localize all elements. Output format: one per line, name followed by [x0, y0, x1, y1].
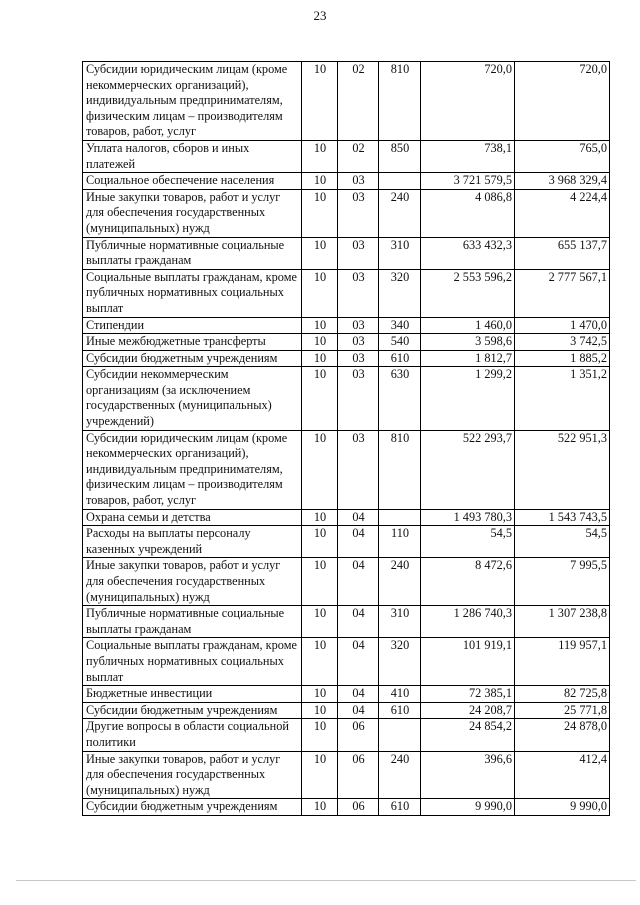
- table-row: [83, 509, 610, 526]
- amount-year-2-cell: 1 351,2: [515, 367, 610, 430]
- table-row: [83, 686, 610, 703]
- subsection-code-cell: 04: [338, 558, 379, 606]
- section-code-cell: 10: [302, 140, 338, 172]
- row-name-cell: Иные закупки товаров, работ и услуг для обеспечения государственных (муниципальных) нужд: [83, 751, 302, 799]
- row-name-cell: Субсидии юридическим лицам (кроме некоммерческих организаций), индивидуальным предпринимателям, физическим лицам – производителям товаров, работ, услуг: [83, 62, 302, 141]
- amount-year-2-cell: 25 771,8: [515, 702, 610, 719]
- amount-year-1-cell: 396,6: [421, 751, 515, 799]
- amount-year-2-cell: 2 777 567,1: [515, 269, 610, 317]
- subsection-code-cell: 03: [338, 269, 379, 317]
- row-name-cell: Стипендии: [83, 317, 302, 334]
- table-row: [83, 751, 610, 799]
- expense-type-cell: 610: [379, 799, 421, 816]
- amount-year-1-cell: 1 299,2: [421, 367, 515, 430]
- section-code-cell: 10: [302, 334, 338, 351]
- table-row: [83, 719, 610, 751]
- expense-type-cell: 240: [379, 751, 421, 799]
- subsection-code-cell: 02: [338, 62, 379, 141]
- row-name-cell: Социальные выплаты гражданам, кроме публичных нормативных социальных выплат: [83, 638, 302, 686]
- amount-year-1-cell: 101 919,1: [421, 638, 515, 686]
- amount-year-2-cell: 522 951,3: [515, 430, 610, 509]
- amount-year-2-cell: 4 224,4: [515, 189, 610, 237]
- amount-year-1-cell: 1 812,7: [421, 350, 515, 367]
- row-name-cell: Охрана семьи и детства: [83, 509, 302, 526]
- amount-year-1-cell: 1 286 740,3: [421, 606, 515, 638]
- row-name-cell: Другие вопросы в области социальной политики: [83, 719, 302, 751]
- table-row: [83, 140, 610, 172]
- section-code-cell: 10: [302, 317, 338, 334]
- row-name-cell: Социальные выплаты гражданам, кроме публичных нормативных социальных выплат: [83, 269, 302, 317]
- row-name-cell: Субсидии бюджетным учреждениям: [83, 350, 302, 367]
- amount-year-1-cell: 9 990,0: [421, 799, 515, 816]
- table-row: [83, 350, 610, 367]
- section-code-cell: 10: [302, 189, 338, 237]
- amount-year-1-cell: 522 293,7: [421, 430, 515, 509]
- row-name-cell: Расходы на выплаты персоналу казенных учреждений: [83, 526, 302, 558]
- subsection-code-cell: 04: [338, 702, 379, 719]
- row-name-cell: Субсидии некоммерческим организациям (за исключением государственных (муниципальных) учреждений): [83, 367, 302, 430]
- amount-year-1-cell: 24 208,7: [421, 702, 515, 719]
- table-row: [83, 173, 610, 190]
- section-code-cell: 10: [302, 62, 338, 141]
- amount-year-1-cell: 3 721 579,5: [421, 173, 515, 190]
- amount-year-2-cell: 54,5: [515, 526, 610, 558]
- budget-table-body: [83, 62, 610, 816]
- expense-type-cell: 240: [379, 189, 421, 237]
- subsection-code-cell: 03: [338, 334, 379, 351]
- amount-year-1-cell: 1 493 780,3: [421, 509, 515, 526]
- amount-year-1-cell: 2 553 596,2: [421, 269, 515, 317]
- table-row: [83, 367, 610, 430]
- row-name-cell: Иные межбюджетные трансферты: [83, 334, 302, 351]
- amount-year-1-cell: 72 385,1: [421, 686, 515, 703]
- subsection-code-cell: 04: [338, 509, 379, 526]
- section-code-cell: 10: [302, 269, 338, 317]
- amount-year-1-cell: 54,5: [421, 526, 515, 558]
- row-name-cell: Субсидии юридическим лицам (кроме некоммерческих организаций), индивидуальным предпринимателям, физическим лицам – производителям товаров, работ, услуг: [83, 430, 302, 509]
- expense-type-cell: 310: [379, 237, 421, 269]
- amount-year-2-cell: 655 137,7: [515, 237, 610, 269]
- row-name-cell: Иные закупки товаров, работ и услуг для обеспечения государственных (муниципальных) нужд: [83, 189, 302, 237]
- expense-type-cell: 410: [379, 686, 421, 703]
- section-code-cell: 10: [302, 367, 338, 430]
- table-row: [83, 526, 610, 558]
- table-row: [83, 558, 610, 606]
- subsection-code-cell: 03: [338, 189, 379, 237]
- amount-year-2-cell: 24 878,0: [515, 719, 610, 751]
- section-code-cell: 10: [302, 526, 338, 558]
- section-code-cell: 10: [302, 719, 338, 751]
- amount-year-2-cell: 720,0: [515, 62, 610, 141]
- expense-type-cell: 340: [379, 317, 421, 334]
- table-row: [83, 189, 610, 237]
- expense-type-cell: [379, 173, 421, 190]
- expense-type-cell: [379, 719, 421, 751]
- subsection-code-cell: 03: [338, 350, 379, 367]
- subsection-code-cell: 04: [338, 686, 379, 703]
- subsection-code-cell: 06: [338, 719, 379, 751]
- amount-year-1-cell: 720,0: [421, 62, 515, 141]
- budget-table: [82, 61, 610, 816]
- expense-type-cell: 810: [379, 62, 421, 141]
- section-code-cell: 10: [302, 606, 338, 638]
- amount-year-2-cell: 765,0: [515, 140, 610, 172]
- expense-type-cell: 540: [379, 334, 421, 351]
- amount-year-2-cell: 1 307 238,8: [515, 606, 610, 638]
- table-row: [83, 334, 610, 351]
- row-name-cell: Субсидии бюджетным учреждениям: [83, 799, 302, 816]
- row-name-cell: Публичные нормативные социальные выплаты гражданам: [83, 606, 302, 638]
- table-row: [83, 62, 610, 141]
- amount-year-2-cell: 1 470,0: [515, 317, 610, 334]
- section-code-cell: 10: [302, 638, 338, 686]
- page-edge-line: [16, 880, 636, 881]
- expense-type-cell: 630: [379, 367, 421, 430]
- subsection-code-cell: 04: [338, 606, 379, 638]
- row-name-cell: Публичные нормативные социальные выплаты гражданам: [83, 237, 302, 269]
- table-row: [83, 702, 610, 719]
- expense-type-cell: [379, 509, 421, 526]
- expense-type-cell: 610: [379, 350, 421, 367]
- subsection-code-cell: 03: [338, 430, 379, 509]
- amount-year-2-cell: 3 742,5: [515, 334, 610, 351]
- section-code-cell: 10: [302, 350, 338, 367]
- expense-type-cell: 320: [379, 638, 421, 686]
- table-row: [83, 606, 610, 638]
- section-code-cell: 10: [302, 173, 338, 190]
- subsection-code-cell: 04: [338, 638, 379, 686]
- table-row: [83, 638, 610, 686]
- table-row: [83, 317, 610, 334]
- amount-year-2-cell: 82 725,8: [515, 686, 610, 703]
- table-row: [83, 430, 610, 509]
- amount-year-2-cell: 1 885,2: [515, 350, 610, 367]
- section-code-cell: 10: [302, 430, 338, 509]
- expense-type-cell: 810: [379, 430, 421, 509]
- subsection-code-cell: 06: [338, 799, 379, 816]
- amount-year-1-cell: 1 460,0: [421, 317, 515, 334]
- expense-type-cell: 110: [379, 526, 421, 558]
- section-code-cell: 10: [302, 702, 338, 719]
- amount-year-1-cell: 4 086,8: [421, 189, 515, 237]
- section-code-cell: 10: [302, 799, 338, 816]
- subsection-code-cell: 06: [338, 751, 379, 799]
- expense-type-cell: 610: [379, 702, 421, 719]
- expense-type-cell: 240: [379, 558, 421, 606]
- amount-year-2-cell: 1 543 743,5: [515, 509, 610, 526]
- row-name-cell: Уплата налогов, сборов и иных платежей: [83, 140, 302, 172]
- amount-year-2-cell: 119 957,1: [515, 638, 610, 686]
- row-name-cell: Иные закупки товаров, работ и услуг для обеспечения государственных (муниципальных) нужд: [83, 558, 302, 606]
- subsection-code-cell: 03: [338, 237, 379, 269]
- amount-year-1-cell: 24 854,2: [421, 719, 515, 751]
- amount-year-1-cell: 738,1: [421, 140, 515, 172]
- subsection-code-cell: 02: [338, 140, 379, 172]
- subsection-code-cell: 03: [338, 317, 379, 334]
- amount-year-2-cell: 3 968 329,4: [515, 173, 610, 190]
- amount-year-2-cell: 412,4: [515, 751, 610, 799]
- subsection-code-cell: 03: [338, 173, 379, 190]
- subsection-code-cell: 03: [338, 367, 379, 430]
- section-code-cell: 10: [302, 509, 338, 526]
- amount-year-1-cell: 3 598,6: [421, 334, 515, 351]
- expense-type-cell: 310: [379, 606, 421, 638]
- section-code-cell: 10: [302, 751, 338, 799]
- row-name-cell: Социальное обеспечение населения: [83, 173, 302, 190]
- table-row: [83, 269, 610, 317]
- subsection-code-cell: 04: [338, 526, 379, 558]
- table-row: [83, 799, 610, 816]
- expense-type-cell: 320: [379, 269, 421, 317]
- amount-year-2-cell: 7 995,5: [515, 558, 610, 606]
- amount-year-1-cell: 8 472,6: [421, 558, 515, 606]
- amount-year-2-cell: 9 990,0: [515, 799, 610, 816]
- table-row: [83, 237, 610, 269]
- section-code-cell: 10: [302, 237, 338, 269]
- page-number: 23: [313, 8, 327, 23]
- expense-type-cell: 850: [379, 140, 421, 172]
- row-name-cell: Бюджетные инвестиции: [83, 686, 302, 703]
- section-code-cell: 10: [302, 686, 338, 703]
- amount-year-1-cell: 633 432,3: [421, 237, 515, 269]
- row-name-cell: Субсидии бюджетным учреждениям: [83, 702, 302, 719]
- section-code-cell: 10: [302, 558, 338, 606]
